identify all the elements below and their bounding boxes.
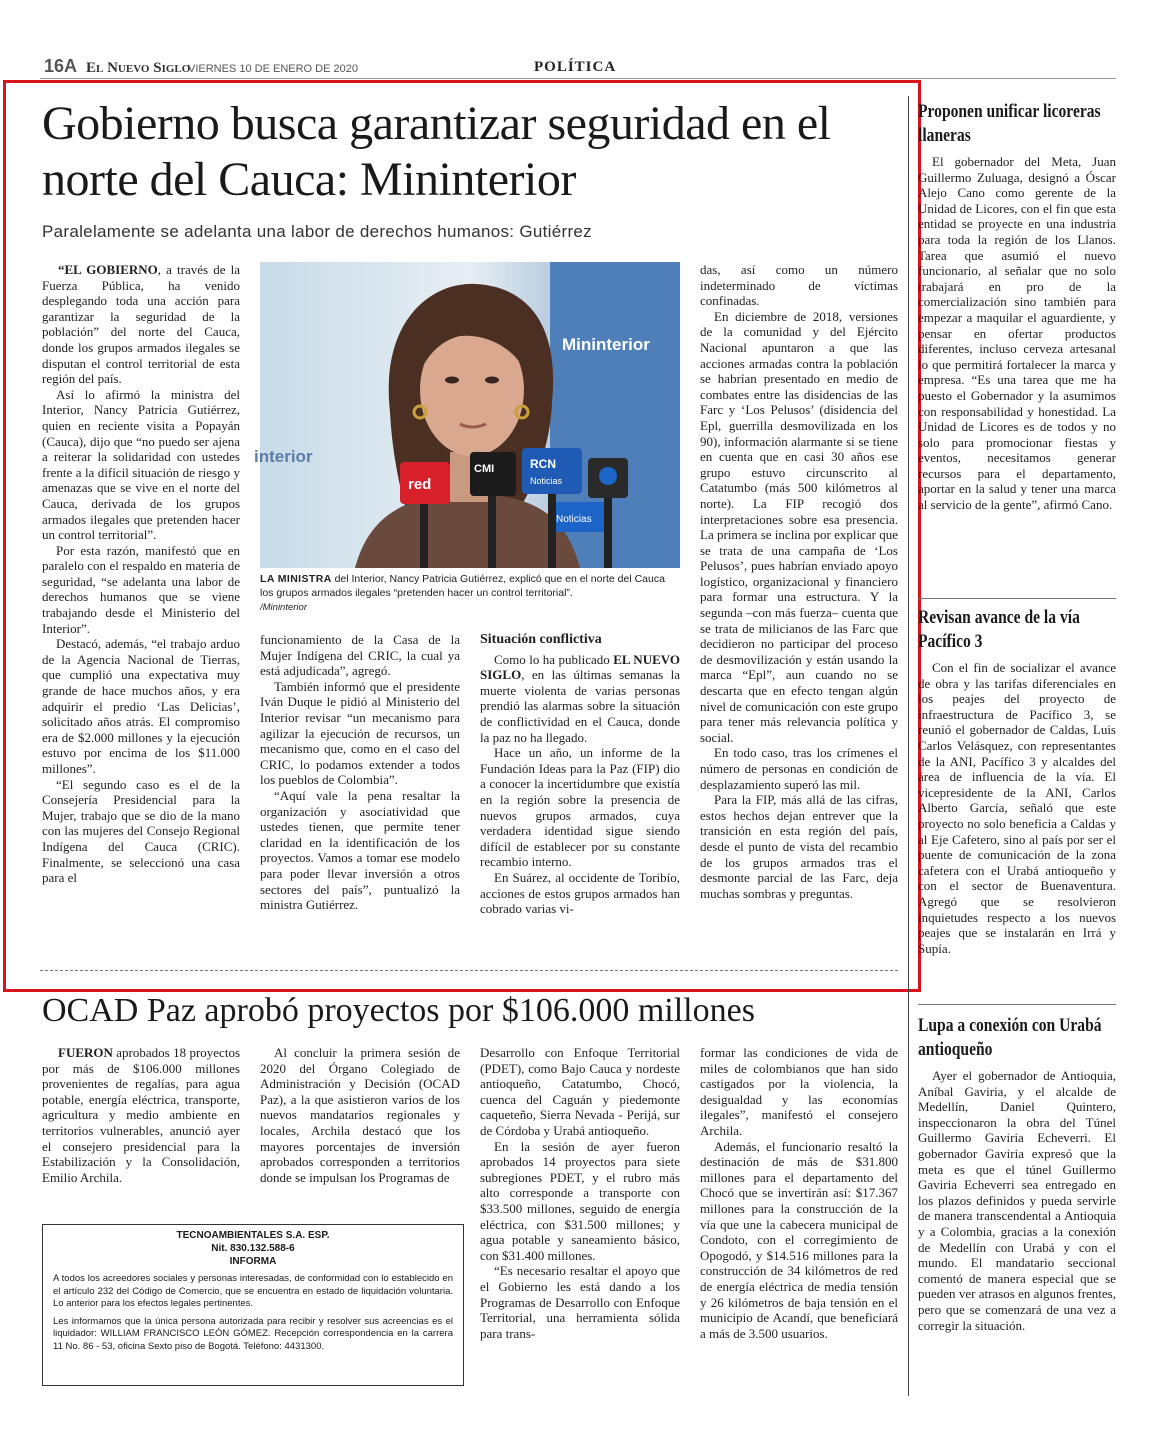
newspaper-name: EL NUEVO SIGLO — [480, 651, 680, 683]
paragraph: El gobernador del Meta, Juan Guillermo Zuluaga, designó a Óscar Alejo Cano como gerente de la Unidad de Licores, con el fin que esta entidad se proyecte en una industria para toda la región de los Llanos. Tarea que asumió el nuevo funcionario, al señalar que no solo trabajará en pro de la comercialización sino también para empezar a maquilar el aguardiente, y pensar en ofertar productos diferentes, incluso cerveza artesanal lo que permitirá fortalecer la marca y empresa. “Es una tarea que me ha puesto el Gobernador y la asumimos con responsabilidad y honestidad. La Unidad de Licores es de todos y no solo para promocionar fiestas y eventos, necesitamos generar recursos para el departamento, aportar en la salud y tener una marca al servicio de la gente”, afirmó Cano. — [918, 154, 1116, 513]
brief-body — [918, 1068, 1116, 1394]
story2-column-2 — [260, 1045, 460, 1217]
mic-label-red: red — [408, 476, 432, 493]
lead-word: “EL GOBIERNO — [58, 262, 158, 277]
mic-label-noticias-2: Noticias — [556, 514, 592, 525]
legal-notice — [42, 1224, 464, 1386]
paragraph: En diciembre de 2018, versiones de la comunidad y del Ejército Nacional apuntaron a que las acciones armadas contra la población se habrían presentado en medio de combates entre las disidencias de las Farc y ‘Los Pelusos’ (disidencia del Epl, guerrilla desmovilizada en los 90), información alarmante si se tiene en cuenta que en casi 30 años ese grupo estuvo circunscrito al Catatumbo (más 500 kilómetros al norte). La FIP recogió dos interpretaciones sobre esa presencia. La primera se inclina por explicar que se trata de una campaña de ‘Los Pelusos’, pues habrían enviado apoyo logístico, organizacional y financiero para formar una estructura. Y la segunda –con más fuerza– cuenta que se trata de milicianos de las Farc que decidieron no participar del proceso de desmovilización y están usando la marca “Epl”, aun cuando no se descarta que en efecto tengan algún nivel de comunicación con este grupo para tener más relevancia política y social. — [700, 308, 898, 745]
sidebar-rule — [918, 1004, 1116, 1005]
paragraph — [42, 1045, 240, 1185]
paragraph: Ayer el gobernador de Antioquia, Aníbal Gaviria, y el alcalde de Medellín, Daniel Quintero, inspeccionaron la obra del Túnel Guillermo Gaviria Echeverri. El gobernador Gaviria expresó que la meta es que el túnel Guillermo Gaviria Echeverri sea entregado en los plazos definidos y pueda servirle de manera transcendental a Antioquia y a Colombia, gracias a la conexión de Medellín con Urabá y con el mundo. El mandatario seccional comentó de manera especial que se pueden ver atrasos en algunos frentes, pero que se comenzará de una vez a corregir la situación. — [918, 1068, 1116, 1333]
paragraph: Hace un año, un informe de la Fundación Ideas para la Paz (FIP) dio a conocer la incertidumbre que existía en la región sobre la presencia de nuevos grupos armados, cuya verdadera identidad sigue siendo difícil de establecer por su constante recambio interno. — [480, 745, 680, 870]
paragraph: Por esta razón, manifestó que en paralelo con el respaldo en materia de seguridad, “se adelanta una labor de derechos humanos que se viene trabajando desde el Ministerio del Interior”. — [42, 542, 240, 636]
paragraph: Al concluir la primera sesión de 2020 del Órgano Colegiado de Administración y Decisión (OCAD Paz), a la que asistieron varios de los nuevos mandatarios regionales y locales, Archila destacó que los mayores porcentajes de inversión aprobados corresponden a territorios donde se impulsan los Programas de — [260, 1045, 460, 1185]
story2-headline: OCAD Paz aprobó proyectos por $106.000 millones — [42, 992, 755, 1029]
story2-column-3 — [480, 1045, 680, 1390]
sidebar-brief-3 — [918, 1014, 1116, 1394]
paragraph: En todo caso, tras los crímenes el número de personas en condición de desplazamiento superó las mil. — [700, 745, 898, 792]
caption-lead: LA MINISTRA — [260, 573, 332, 585]
paragraph: Con el fin de socializar el avance de obra y las tarifas diferenciales en los peajes del proyecto de infraestructura de Pacífico 3, se reunió el gobernador de Caldas, Luis Carlos Velásquez, con representantes de la ANI, Pacífico 3 y alcaldes del área de influencia de la vía. El vicepresidente de la ANI, Carlos Alberto García, señaló que este proyecto no solo beneficia a Caldas y al Eje Cafetero, sino al país por ser el puente de comunicación de la zona cafetera con el Urabá antioqueño y con el sector de Buenaventura. Agregó que se resolvieron inquietudes respecto a los nuevos peajes que se instalarán en Irrá y Supía. — [918, 660, 1116, 956]
sidebar-rule — [918, 598, 1116, 599]
paragraph: Desarrollo con Enfoque Territorial (PDET), como Bajo Cauca y nordeste antioqueño, Catatumbo, Chocó, cuenca del Caguán y piedemonte caqueteño, Sierra Nevada - Perijá, sur de Córdoba y Urabá antioqueño. — [480, 1045, 680, 1138]
story2-column-4 — [700, 1045, 898, 1390]
header-rule — [40, 78, 1116, 79]
paragraph: Para la FIP, más allá de las cifras, estos hechos dejan entrever que la transición en esta región del país, desde el punto de vista del recambio de los grupos armados tras el desmonte parcial de las Farc, deja muchas sombras y preguntas. — [700, 792, 898, 901]
main-kicker: Paralelamente se adelanta una labor de derechos humanos: Gutiérrez — [42, 222, 592, 241]
brief-body — [918, 154, 1116, 582]
mic-label-noticias: Noticias — [530, 476, 563, 486]
main-headline: Gobierno busca garantizar seguridad en el norte del Cauca: Mininterior — [42, 97, 831, 206]
paragraph: Así lo afirmó la ministra del Interior, Nancy Patricia Gutiérrez, quien en reciente visita a Popayán (Cauca), dijo que “no puedo ser ajena a reiterar la solidaridad con ustedes frente a la difícil situación de riesgo y amenazas que se vive en el norte del Cauca, derivada de los grupos armados ilegales que pretenden hacer un control territorial”. — [42, 386, 240, 543]
paragraph: funcionamiento de la Casa de la Mujer Indígena del CRIC, la cual ya está adjudicada”, agregó. — [260, 632, 460, 679]
text: , en las últimas semanas la muerte violenta de varias personas prendió las alarmas sobre la situación de conflictividad en el Cauca, donde la paz no ha llegado. — [480, 667, 680, 745]
photo-credit: /Mininterior — [260, 602, 307, 613]
notice-paragraph: Les informamos que la única persona autorizada para recibir y resolver sus acreencias es el liquidador: WILLIAM FRANCISCO LEÓN GÓMEZ. Recepción correspondencia en la carrera 11 No. 86 - 53, oficina Sexto piso de Bogotá. Teléfono: 4431300. — [53, 1315, 453, 1352]
brief-title: Lupa a conexión con Urabá antioqueño — [918, 1015, 1102, 1060]
backdrop-text-left: interior — [254, 447, 313, 466]
lead-word: FUERON — [58, 1045, 113, 1060]
brief-title: Revisan avance de la vía Pacífico 3 — [918, 607, 1080, 652]
paragraph: “El segundo caso es el de la Consejería Presidencial para la Mujer, trabajo que se dio de la mano con las mujeres del Consejo Regional Indígena del Cauca (CRIC). Finalmente, se seleccionó una casa para el — [42, 776, 240, 886]
text: Como lo ha publicado — [494, 651, 614, 667]
text: , a través de la Fuerza Pública, ha venido desplegando toda una acción para garantizar la seguridad de la población” del norte del Cauca, donde los grupos armados ilegales se disputan el control territorial de esta región del país. — [42, 262, 240, 387]
mic-label-rcn: RCN — [530, 457, 556, 471]
sidebar-brief-2 — [918, 606, 1116, 1000]
subhead: Situación conflictiva — [480, 632, 602, 647]
page-folio: 16A — [44, 56, 78, 76]
notice-title: INFORMA — [229, 1256, 277, 1267]
story2-column-1 — [42, 1045, 240, 1217]
caption-text: del Interior, Nancy Patricia Gutiérrez, explicó que en el norte del Cauca los grupos armados ilegales “pretenden hacer un control territorial”. — [260, 573, 665, 599]
brief-title: Proponen unificar licoreras llaneras — [918, 101, 1101, 146]
backdrop-text: Mininterior — [562, 335, 650, 354]
sidebar-divider — [908, 96, 909, 1396]
paragraph: das, así como un número indeterminado de víctimas confinadas. — [700, 262, 898, 309]
section-name: POLÍTICA — [534, 59, 617, 75]
masthead: El Nuevo Siglo — [86, 60, 191, 76]
highlight-frame — [3, 80, 921, 992]
paragraph: Destacó, además, “el trabajo arduo de la Agencia Nacional de Tierras, que cumplió una expectativa muy grande de hace muchos años, y era adquirir el predio ‘Las Delicias’, solicitado años atrás. El compromiso era de $2.000 millones y la ejecución estuvo por encima de los $11.000 millones”. — [42, 636, 240, 776]
notice-paragraph: A todos los acreedores sociales y personas interesadas, de conformidad con lo establecido en el artículo 232 del Código de Comercio, que se encuentra en estado de liquidación voluntaria. Lo anterior para los efectos legales pertinentes. — [53, 1273, 453, 1309]
dateline: VIERNES 10 DE ENERO DE 2020 — [188, 63, 358, 75]
text: aprobados 18 proyectos por más de $106.000 millones provenientes de regalías, para agua potable, energía eléctrica, transporte, agricultura y medio ambiente en territorios vulnerables, anunció ayer el consejero presidencial para la Estabilización y la Consolidación, Emilio Archila. — [42, 1045, 240, 1185]
paragraph: “Es necesario resaltar el apoyo que el Gobierno les está dando a los Programas de Desarrollo con Enfoque Territorial, una herramienta sólida para trans- — [480, 1263, 680, 1341]
paragraph: En Suárez, al occidente de Toribío, acciones de estos grupos armados han cobrado varias vi- — [480, 869, 680, 917]
paragraph: En la sesión de ayer fueron aprobados 14 proyectos para siete subregiones PDET, y el rubro más alto corresponde a transporte con $33.500 millones, seguido de energía eléctrica, con $31.500 millones; y agua potable y saneamiento básico, con $31.400 millones. — [480, 1138, 680, 1263]
paragraph: “Aquí vale la pena resaltar la organización y asociatividad que ustedes tienen, que permite tener claridad en la identificación de los proyectos. Vamos a tomar ese modelo para poder llevar inversión a otros sectores del país”, puntualizó la ministra Gutiérrez. — [260, 787, 460, 913]
sidebar-brief-1 — [918, 100, 1116, 582]
paragraph: También informó que el presidente Iván Duque le pidió al Ministerio del Interior revisar “un mecanismo para agilizar la ejecución de recursos, un mecanismo que, como en el caso del CRIC, lo podamos extender a todos los pueblos de Colombia”. — [260, 678, 460, 788]
paragraph: Además, el funcionario resaltó la destinación de más de $31.800 millones para el departamento del Chocó que se invertirán así: $17.367 millones para la construcción de la vía que une la cabecera municipal de Condoto, con el corregimiento de Opogodó, y $14.516 millones para la construcción de 34 kilómetros de red de energía eléctrica de media tensión y 26 kilómetros de baja tensión en el municipio de Acandí, que beneficiará a más de 3.500 usuarios. — [700, 1138, 898, 1341]
notice-nit: Nit. 830.132.588-6 — [211, 1243, 295, 1254]
notice-company: TECNOAMBIENTALES S.A. ESP. — [176, 1230, 330, 1241]
paragraph: formar las condiciones de vida de miles de colombianos que han sido castigados por la violencia, la desigualdad y las economías ilegales”, manifestó el consejero Archila. — [700, 1045, 898, 1138]
brief-body — [918, 660, 1116, 1000]
mic-label-cmi: CMI — [474, 463, 495, 475]
